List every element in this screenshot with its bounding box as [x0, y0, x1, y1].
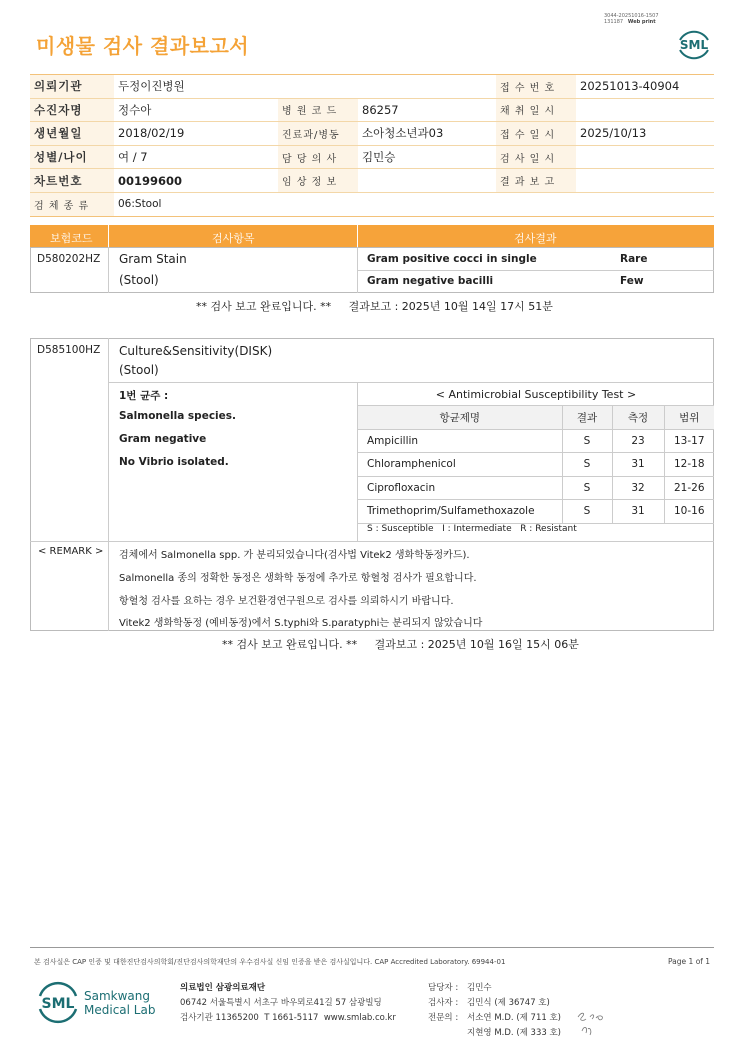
page-title: 미생물 검사 결과보고서 — [36, 34, 250, 58]
ast-result: S — [562, 500, 612, 524]
culture-completion: ** 검사 보고 완료입니다. ** 결과보고 : 2025년 10월 16일 15시 06분 — [222, 638, 579, 651]
footer-address: 06742 서울특별시 서초구 바우뫼로41길 57 삼광빌딩 — [180, 998, 382, 1008]
staff-name: 김민식 (제 36747 호) — [467, 998, 550, 1008]
organism-gram: Gram negative — [119, 433, 207, 445]
sml-footer-logo-text: SML — [41, 996, 75, 1012]
gram-name: Gram Stain — [119, 252, 187, 266]
patient-name: 정수아 — [118, 102, 152, 117]
receipt-no: 20251013-40904 — [580, 79, 680, 94]
ast-title: < Antimicrobial Susceptibility Test > — [435, 388, 637, 401]
sex-age: 여 / 7 — [118, 150, 148, 165]
ast-result: S — [562, 476, 612, 500]
remark-1: 검체에서 Salmonella spp. 가 분리되었습니다(검사법 Vitek2 생화학동정카드). — [119, 550, 470, 561]
staff-role: 전문의 : — [428, 1013, 459, 1023]
hospital-code: 86257 — [362, 102, 399, 117]
table-row — [358, 429, 714, 453]
test-result-header: 검사결과 — [514, 232, 557, 245]
chart-no: 00199600 — [118, 173, 183, 188]
dept-label: 진료과/병동 — [278, 122, 358, 146]
ast-range: 13-17 — [664, 429, 714, 453]
ast-table — [358, 406, 714, 524]
patient-name-label: 수진자명 — [30, 98, 114, 122]
collection-date — [576, 98, 714, 122]
page-number: Page 1 of 1 — [668, 957, 711, 966]
result-report — [576, 169, 714, 193]
remark-2: Salmonella 종의 정확한 동정은 생화학 동정에 추가로 항혈청 검사가 필요합니다. — [119, 573, 477, 584]
sml-footer-logo — [36, 978, 80, 1026]
table-row — [358, 476, 714, 500]
specimen: 06:Stool — [118, 198, 162, 211]
gram-finding-1: Gram positive cocci in single — [367, 253, 537, 265]
ast-drug: Chloramphenicol — [358, 453, 562, 477]
staff-role: 검사자 : — [428, 998, 459, 1008]
doctor: 김민승 — [362, 150, 396, 165]
vibrio-result: No Vibrio isolated. — [119, 456, 229, 468]
print-code-line1: 3044-20251016-1507 — [604, 13, 659, 19]
ast-drug: Ampicillin — [358, 429, 562, 453]
requesting-org: 두정이진병원 — [118, 79, 185, 94]
culture-name: Culture&Sensitivity(DISK) — [119, 344, 273, 358]
staff-name: 김민수 — [467, 983, 492, 993]
footer-lab-name — [84, 989, 155, 1017]
organism-name: Salmonella species. — [119, 410, 237, 422]
gram-amount-2: Few — [620, 275, 644, 287]
culture-specimen: (Stool) — [119, 363, 159, 377]
ast-measure: 32 — [612, 476, 664, 500]
ast-drug: Trimethoprim/Sulfamethoxazole — [358, 500, 562, 524]
clinical-info-label: 임 상 정 보 — [278, 169, 358, 193]
hospital-code-label: 병 원 코 드 — [278, 98, 358, 122]
ast-drug: Ciprofloxacin — [358, 476, 562, 500]
gram-amount-1: Rare — [620, 253, 648, 265]
ast-measure: 31 — [612, 453, 664, 477]
staff-name: 서소연 M.D. (제 711 호) — [467, 1013, 562, 1023]
ast-header-range: 범위 — [664, 406, 714, 429]
table-row — [358, 453, 714, 477]
remark-4: Vitek2 생화학동정 (예비동정)에서 S.typhi와 S.paratyphi는 분리되지 않았습니다 — [119, 618, 483, 629]
signature-icon — [574, 1007, 614, 1039]
dept: 소아청소년과03 — [362, 126, 444, 141]
doctor-label: 담 당 의 사 — [278, 145, 358, 169]
ast-header-result: 결과 — [562, 406, 612, 429]
ast-header-drug: 항균제명 — [358, 406, 562, 429]
receipt-date-label: 접 수 일 시 — [496, 122, 576, 146]
table-row — [358, 500, 714, 524]
receipt-no-label: 접 수 번 호 — [496, 75, 576, 99]
remark-label: < REMARK > — [38, 546, 104, 557]
remark-3: 항혈청 검사를 요하는 경우 보건환경연구원으로 검사를 의뢰하시기 바랍니다. — [119, 596, 454, 607]
dob: 2018/02/19 — [118, 126, 185, 141]
web-print-label: Web print — [627, 19, 656, 25]
dob-label: 생년월일 — [30, 122, 114, 146]
lab-name-line2: Medical Lab — [84, 1003, 156, 1017]
sex-age-label: 성별/나이 — [30, 145, 114, 169]
footer-cert: 본 검사실은 CAP 인증 및 대한진단검사의학회/진단검사의학재단의 우수검사실 신임 인증을 받은 검사실입니다. CAP Accredited Laboratory. 69944-01 — [34, 958, 506, 966]
chart-no-label: 차트번호 — [30, 169, 114, 193]
print-code-line2: 131187 — [604, 19, 624, 25]
patient-info-table — [30, 74, 714, 217]
ast-range: 12-18 — [664, 453, 714, 477]
lab-name-line1: Samkwang — [84, 989, 150, 1003]
footer-contact: 검사기관 11365200 T 1661-5117 www.smlab.co.kr — [180, 1013, 396, 1023]
results-table-header — [30, 225, 714, 247]
ast-measure: 23 — [612, 429, 664, 453]
sml-logo — [674, 24, 714, 64]
footer-divider — [30, 947, 714, 948]
ast-result: S — [562, 453, 612, 477]
gram-completion: ** 검사 보고 완료입니다. ** 결과보고 : 2025년 10월 14일 17시 51분 — [196, 300, 553, 313]
gram-finding-2: Gram negative bacilli — [367, 275, 494, 287]
collection-date-label: 채 취 일 시 — [496, 98, 576, 122]
sml-logo-text: SML — [679, 38, 709, 52]
requesting-org-label: 의뢰기관 — [30, 75, 114, 99]
receipt-date: 2025/10/13 — [580, 126, 647, 141]
ast-range: 10-16 — [664, 500, 714, 524]
foundation-name: 의료법인 삼광의료재단 — [180, 983, 266, 993]
ast-legend: S : Susceptible I : Intermediate R : Resistant — [367, 524, 577, 534]
organism-label: 1번 균주 : — [119, 390, 169, 402]
gram-specimen: (Stool) — [119, 273, 159, 287]
result-report-label: 결 과 보 고 — [496, 169, 576, 193]
test-item-header: 검사항목 — [212, 232, 255, 245]
ast-header-measure: 측정 — [612, 406, 664, 429]
ast-range: 21-26 — [664, 476, 714, 500]
staff-name: 지현영 M.D. (제 333 호) — [467, 1028, 562, 1038]
clinical-info — [358, 169, 496, 193]
culture-code: D585100HZ — [37, 344, 101, 356]
print-code — [604, 13, 659, 25]
test-date — [576, 145, 714, 169]
insurance-code-header: 보험코드 — [50, 232, 93, 245]
staff-role: 담당자 : — [428, 983, 459, 993]
ast-result: S — [562, 429, 612, 453]
specimen-label: 검 체 종 류 — [30, 192, 114, 216]
test-date-label: 검 사 일 시 — [496, 145, 576, 169]
ast-measure: 31 — [612, 500, 664, 524]
gram-code: D580202HZ — [37, 253, 101, 265]
